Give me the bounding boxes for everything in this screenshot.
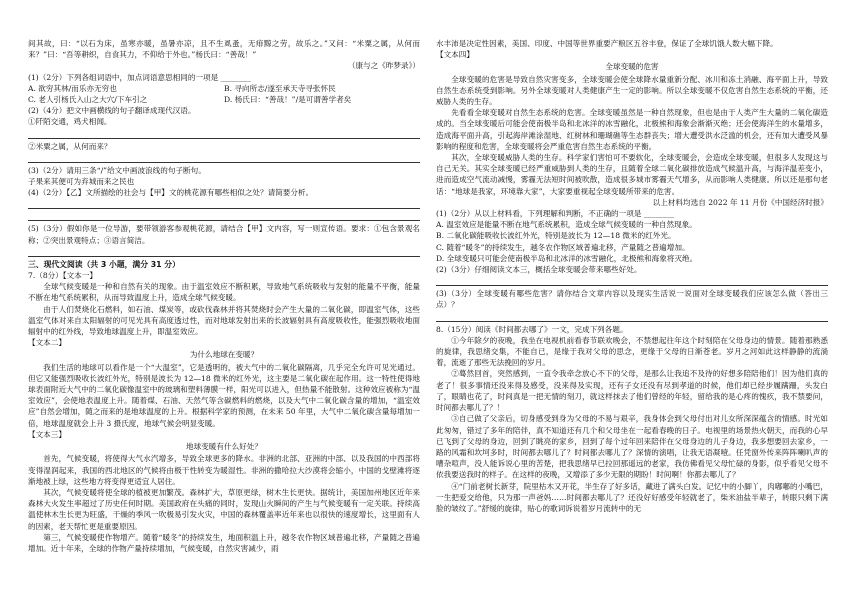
text4-para: 其次，全球变暖威胁人类的生存。科学家们害怕可不要软化，全球变暖会，会造成全球变暖，但很多人发现这与自己无关。其实全球变暖已经严重威胁到人类的生存，且随着全球二氧化碳排放造成气候温升高，与海洋温差变小，进而造成空气流动减慢，雾霾无法短时间被吹散，造成很多城市雾霾天气增多，从而影响人类健康。所以还是那句老话：“地球是我家，环境靠大家”，大家要重视起全球变暖所带来的危害。 xyxy=(436,153,828,196)
text4-para: 先看看全球变暖对自然生态系统的危害。全球变暖虽然是一种自然现象，但也是由于人类产生大量的二氧化碳造成的。当全球变暖后可能会使南极半岛和北冰洋的冰雪融化，北极熊和海象会渐渐灭绝；还会使海洋生的水量增多，造成海平面升高，引起海岸滩涂湿地、红树林和珊瑚礁等生态群丧失；增大遭受洪水泛滥的机会，还有加大遭受风暴影响的程度和危害，全球变暖将会严重危害自然生态系统的平衡。 xyxy=(436,108,828,151)
question-1: (1)（2分）下列各组词语中，加点词语意思相同的一项是 ________ xyxy=(28,72,252,82)
option-d[interactable]: D. 全球变暖只可能会使南极半岛和北冰洋的冰雪融化，北极熊和海象将灭绝。 xyxy=(436,253,698,263)
text1-para: 全球气候变暖是一种和自然有关的现象。由于温室效应不断积累，导致地气系统吸收与发射的能量不平衡，能量不断在地气系统累积，从而导致温度上升，造成全球气候变暖。 xyxy=(28,282,420,303)
essay-para: ①今年除夕的夜晚，我坐在电视机前看春节联欢晚会，不禁想起往年这个时刻陪在父母身边的情景。随着那熟悉的旋律，我思绪交集，不能自已，是缘于我对父母的思念，更缘于父母的日渐苍老。岁月之河如此这样静静的流淌着，流逝了那些无法挽回的岁月。 xyxy=(436,335,828,368)
essay-para: ④“门前老树长新芽，院里枯木又开花，半生存了好多话，藏进了满头白发。记忆中的小脚丫，肉嘟嘟的小嘴巴，一生把爱交给他，只为那一声爸妈……时间都去哪儿了？还没好好感受年轻就老了，柴米油盐半辈子，转眼只剩下满脸的皱纹了。”舒缓的旋律，贴心的歌词诉说着岁月流转中的无 xyxy=(436,481,828,513)
answer-line[interactable] xyxy=(28,199,420,209)
text2-label: 【文本二】 xyxy=(28,338,66,348)
question-8: 8.（15分）阅读《时间都去哪了》一文，完成下列各题。 xyxy=(436,324,628,334)
answer-line[interactable] xyxy=(28,153,420,163)
answer-line[interactable] xyxy=(28,247,420,257)
text3-continued: 水丰沛是决定性因素，美国、印度、中国等世界重要产粮区五谷丰登，保证了全球饥饿人数大幅下降。 xyxy=(436,39,778,48)
question-2-a: ①阡陌交通，鸡犬相闻。 xyxy=(28,117,112,127)
option-b[interactable]: B. 二氧化碳能吸收长波红外光，特别是波长为 12—18 微米的红外光。 xyxy=(436,231,676,241)
option-a[interactable]: A. 温室效应是能量不断在地气系统累积，造成全球气候变暖的一种自然现象。 xyxy=(436,220,697,230)
section-heading: 三、现代文阅读（共 3 小题，满分 31 分） xyxy=(28,259,180,269)
text2-title: 为什么地球在变暖？ xyxy=(189,350,259,360)
answer-line[interactable] xyxy=(28,211,420,221)
question-7-2: (2)（3分）仔细阅读文本三，概括全球变暖会带来哪些好处。 xyxy=(436,265,642,275)
question-4: (4)（2分）【乙】文所描绘的社会与【甲】文的桃花源有哪些相似之处？请简要分析。 xyxy=(28,188,314,198)
source-citation: （康与之《昨梦录》） xyxy=(347,61,420,71)
question-7-3: (3)（3分）全球变暖有哪些危害？请你结合文章内容以及现实生活说一说面对全球变暖我们应该怎么做（答出三点）？ xyxy=(436,289,828,310)
option-d[interactable]: D. 杨氏曰：“善哉！”/是可谓善学者矣 xyxy=(224,95,352,105)
text3-para: 第三，气候变暖使作物增产。随着“暖冬”的持续发生，地面积温上升，越冬农作物区域普遍北移，产量随之普遍增加。近十年来，全球的作物产量持续增加，气候变暖，自然灾害减少，雨 xyxy=(28,532,420,553)
source-citation: 以上材料均选自 2022 年 11 月份《中国经济时报》 xyxy=(652,197,828,207)
text2-para: 我们生活的地球可以看作是一个“大温室”，它是透明的，被大气中的二氧化碳隔离，几乎完全允许可见光通过。但它又能强烈吸收长波红外光，特别是波长为 12—18 微米的红外光，这主要是二氧化碳在起作用。这一特性使得地球表面附近大气中的二氧化碳像温室中的玻璃和塑料薄膜一样，阳光可以进入，但热量不能散射。这种效应被称为“温室效应”，会使地表温度上升。随着煤、石油、天然气等含碳燃料的燃烧，以及大气中二氧化碳含量的增加，“温室效应”自然会增加，随之而来的是地球温度的上升。根据科学家的预测，在未来 50 年里，大气中二氧化碳含量每增加一倍，地球温度就会上升 3 摄氏度，地球气候会明显变暖。 xyxy=(28,362,420,428)
question-2-b: ②米粟之属，从何而来？ xyxy=(28,141,112,151)
question-2: (2)（4分）把文中画横线的句子翻译成现代汉语。 xyxy=(28,106,196,116)
classical-text-end: 间其故，曰：“以石为床，虽寒亦暖，虽暑亦凉，且不生虱蚤，无痱黥之劳，故乐之。”又问：“米粟之属，从何而来？”曰：“吾等耕织，自食其力，不仰给于外也。”杨氏曰：“善哉！” xyxy=(28,39,420,60)
answer-line[interactable] xyxy=(28,129,420,139)
text4-para: 全球变暖的危害是导致自然灾害变多，全球变暖会使全球降水量重新分配、冰川和冻土消融、海平面上升，导致自然生态系统受到影响。另外全球变暖对人类健康产生一定的影响。所以全球变暖不仅危害自然生态系统的平衡，还威胁人类的生存。 xyxy=(436,74,828,107)
text3-para: 其次，气候变暖将使全球的植被更加繁茂。森林扩大，草原更绿，树木生长更快。据统计，美国加州地区近年来森林大火发生率超过了历史任何时期。美国政府在头痛的同时，发现山火瞬间的产生与气候变暖有一定关联。持续高温使林木生长更为旺盛，干燥的季风一吹极易引发火灾，中国的森林覆盖率近年来也以很快的速度增长，这里面有人的因素，老天帮忙更是重要原因。 xyxy=(28,487,420,531)
question-7: 7.（8分）【文本一】 xyxy=(28,271,98,281)
answer-line[interactable] xyxy=(436,312,828,322)
right-column xyxy=(436,38,828,514)
question-3: (3)（2分）请用三条“/”给文中画波浪线的句子断句。 xyxy=(28,165,206,175)
text4-title: 全球变暖的危害 xyxy=(605,62,659,72)
essay-para: ③自己做了父亲后，切身感受到身为父母的不易与艰辛，我身体会到父母付出对儿女所深深蕴含的情感。时光如此匆匆，错过了多年的陪伴，真不知道还有几个和父母坐在一起看春晚的日子。电视里的场景热火朝天，而我的心早已飞到了父母的身边，回到了眺亮的家乡，回到了每个过年回来陪伴在父母身边的儿子身边，我多想要回去家乡，一路的风霜和坎坷多时，时间都去哪儿了？时间都去哪儿了？深情的演唱，让我无语凝噎。任凭窗外传来阵阵喇叭声的嘈杂喧声，没人能诉说心里的苦楚，把我思绪早已拉回那遥远的老家，我仿佛看见父母忙碌的身影，似乎看见父母不依我要送我时的样子。在这样的夜晚，又增添了多少无限的期盼！时间啊！你都去哪儿了？ xyxy=(436,414,828,480)
option-c[interactable]: C. 老人引杨氏入山之大穴/下车引之 xyxy=(28,95,148,105)
question-5: (5)（3分）假如你是一位导游，要带领游客参观桃花源，请结合【甲】文内容，写一则宣传语。要求：①包含景观名称；②突出景观特点；③语言简洁。 xyxy=(28,224,420,245)
left-column xyxy=(28,38,420,554)
question-1-options xyxy=(28,83,420,105)
text3-title: 地球变暖有什么好处？ xyxy=(186,442,262,452)
option-a[interactable]: A. 欲穷其林/而乐亦无穷也 xyxy=(28,83,117,93)
question-7-1: (1)（2分）从以上材料看，下列理解和判断，不正确的一项是 ________ xyxy=(436,209,675,219)
text4-label: 【文本四】 xyxy=(436,50,474,60)
answer-line[interactable] xyxy=(436,276,828,286)
text1-para: 由于人们焚烧化石燃料，如石油、煤炭等，或砍伐森林并将其焚烧时会产生大量的二氧化碳，即温室气体，这些温室气体对来自太阳辐射的可见光具有高度透过性，而对地球发射出来的长波辐射具有高度吸收性，能强烈吸收地面辐射中的红外线，导致地球温度上升，即温室效应。 xyxy=(28,304,420,337)
text3-para: 首先，气候变暖，将使得大气水汽增多，导致全球更多的降水。非洲的北部、亚洲的中部、以及我国的中西部将变得湿润起来，我国的西北地区的气候将由极干性转变为暖湿性。非洲的撒哈拉大沙漠将会缩小，中国的戈壁滩将逐渐地被上绿，这些地方将变得更适宜人居住。 xyxy=(28,454,420,486)
option-c[interactable]: C. 随着“暖冬”的持续发生，越冬农作物区域普遍北移，产量随之普遍增加。 xyxy=(436,242,690,252)
option-b[interactable]: B. 寻向所志/遂至承天寺寻张怀民 xyxy=(224,83,336,93)
essay-para: ②蓦然回首，突然感到，一直令我牵念放心不下的父母，是那么让我追不及待的好想多陪陪他们！因为他们真的老了！很多事情还没来得及感受，没来得及实现，还有子女还没有尽到孝道的时候，他们却已经步履蹒跚，头发白了，眼睛也花了，时间真是一把无情的刻刀，就这样抹去了他们曾经的年轻，留给我的是心疼的愧疚，我不禁要问，时间都去哪儿了？！ xyxy=(436,369,828,413)
question-3-text: 子果来其便可为弃城而来之民也 xyxy=(28,177,135,187)
text3-label: 【文本三】 xyxy=(28,429,66,439)
